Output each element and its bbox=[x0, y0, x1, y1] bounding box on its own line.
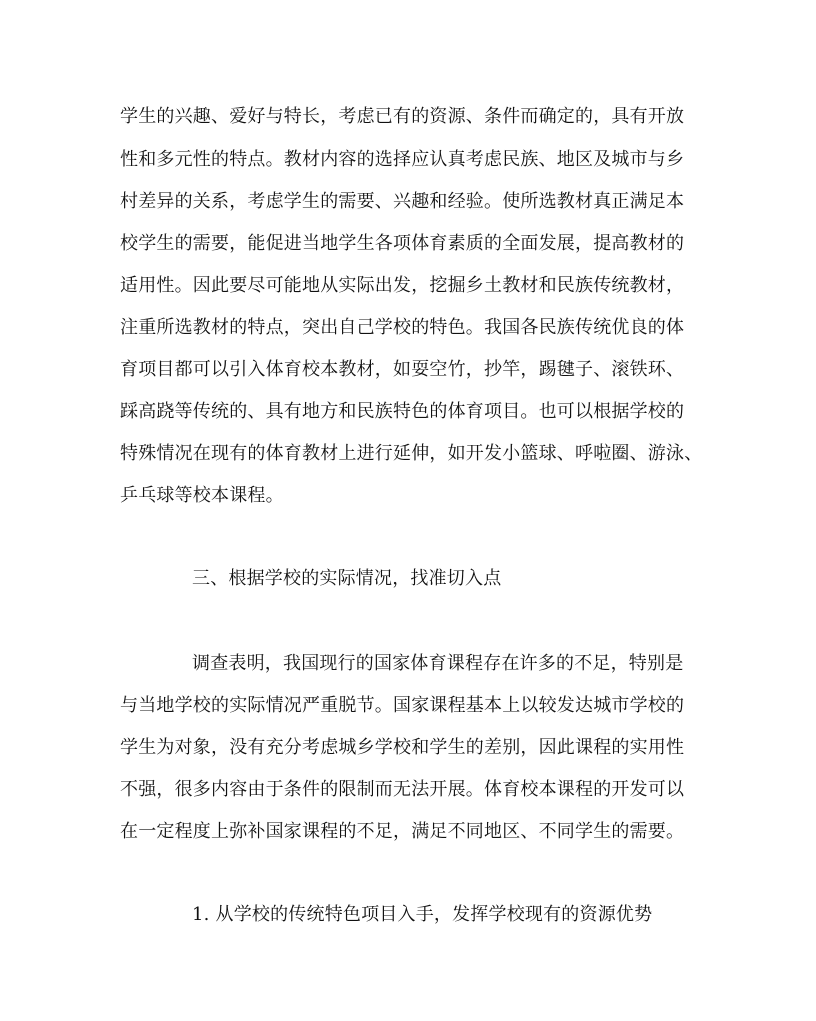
section-heading-3: 三、根据学校的实际情况，找准切入点 bbox=[192, 568, 502, 589]
paragraph1-line-9: 特殊情况在现有的体育教材上进行延伸，如开发小篮球、呼啦圈、游泳、 bbox=[120, 443, 703, 464]
paragraph2-line-2: 与当地学校的实际情况严重脱节。国家课程基本上以较发达城市学校的 bbox=[120, 695, 685, 716]
paragraph2-line-1: 调查表明，我国现行的国家体育课程存在许多的不足，特别是 bbox=[192, 653, 684, 674]
paragraph2-line-4: 不强，很多内容由于条件的限制而无法开展。体育校本课程的开发可以 bbox=[120, 779, 685, 800]
paragraph1-line-7: 育项目都可以引入体育校本教材，如耍空竹，抄竿，踢毽子、滚铁环、 bbox=[120, 359, 685, 380]
paragraph2-line-5: 在一定程度上弥补国家课程的不足，满足不同地区、不同学生的需要。 bbox=[120, 821, 685, 842]
paragraph1-line-8: 踩高跷等传统的、具有地方和民族特色的体育项目。也可以根据学校的 bbox=[120, 401, 685, 422]
paragraph1-line-4: 校学生的需要，能促进当地学生各项体育素质的全面发展，提高教材的 bbox=[120, 233, 685, 254]
paragraph1-line-5: 适用性。因此要尽可能地从实际出发，挖掘乡土教材和民族传统教材， bbox=[120, 275, 685, 296]
subsection-heading-1: 1. 从学校的传统特色项目入手，发挥学校现有的资源优势 bbox=[192, 904, 653, 925]
paragraph1-line-6: 注重所选教材的特点，突出自己学校的特色。我国各民族传统优良的体 bbox=[120, 317, 685, 338]
paragraph1-line-2: 性和多元性的特点。教材内容的选择应认真考虑民族、地区及城市与乡 bbox=[120, 149, 685, 170]
paragraph1-line-3: 村差异的关系，考虑学生的需要、兴趣和经验。使所选教材真正满足本 bbox=[120, 191, 685, 212]
paragraph2-line-3: 学生为对象，没有充分考虑城乡学校和学生的差别，因此课程的实用性 bbox=[120, 737, 685, 758]
paragraph1-line-10: 乒乓球等校本课程。 bbox=[120, 485, 284, 506]
paragraph1-line-1: 学生的兴趣、爱好与特长，考虑已有的资源、条件而确定的，具有开放 bbox=[120, 106, 685, 127]
